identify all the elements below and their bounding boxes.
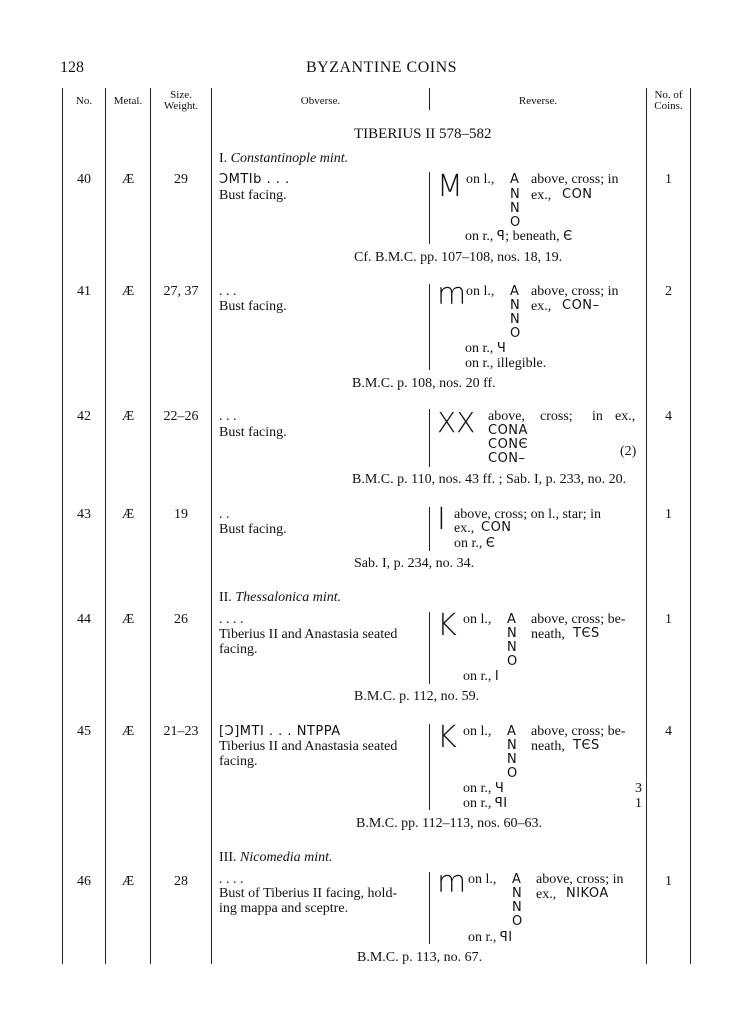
bibliographic-reference: B.M.C. pp. 112–113, nos. 60–63. — [356, 816, 543, 831]
mint-mark: NIKOA — [566, 886, 609, 901]
entry-size: 29 — [174, 172, 188, 187]
reverse-note: on r., Ч — [463, 781, 505, 796]
coin-count: 4 — [665, 409, 672, 424]
coin-count: 1 — [665, 874, 672, 889]
reverse-mark-letter: K — [437, 608, 457, 643]
reverse-bracket — [429, 724, 430, 810]
reverse-text: ex., — [531, 188, 552, 203]
reverse-text: ex., — [531, 299, 552, 314]
reverse-text: in — [592, 409, 603, 424]
reverse-text: above, cross; in — [531, 172, 619, 187]
mint-mark: CON– — [562, 298, 600, 313]
bibliographic-reference: B.M.C. p. 113, no. 67. — [357, 950, 483, 965]
reverse-bracket — [429, 872, 430, 944]
officina-letter: O — [507, 654, 518, 669]
entry-metal: Æ — [121, 172, 135, 187]
page-number: 128 — [60, 59, 84, 76]
header-metal: Metal. — [113, 95, 143, 107]
reverse-text: above, — [488, 409, 525, 424]
reverse-mark-letter: XX — [437, 406, 476, 439]
reverse-bracket — [429, 612, 430, 684]
coin-count: 2 — [665, 284, 672, 299]
header-obverse: Obverse. — [300, 95, 341, 107]
reverse-text: ex., — [454, 521, 475, 536]
rule-no-metal — [105, 88, 106, 964]
officina-letter: N — [512, 900, 523, 915]
reverse-text: above, cross; in — [531, 284, 619, 299]
reverse-bracket — [429, 172, 430, 244]
reverse-text: on l., — [463, 724, 492, 739]
mint-mark: TЄS — [573, 738, 600, 753]
reverse-note: on r., Є — [454, 536, 496, 551]
reverse-bracket — [429, 507, 430, 551]
officina-letter: O — [512, 914, 523, 929]
obverse-legend: . . — [219, 507, 230, 522]
reverse-text: ex., — [536, 887, 557, 902]
obverse-legend: . . . . — [219, 612, 244, 627]
entry-metal: Æ — [121, 724, 135, 739]
officina-letter: A — [512, 872, 522, 887]
entry-number: 46 — [77, 874, 91, 889]
reverse-mark-letter: M — [437, 169, 463, 204]
officina-letter: N — [507, 738, 518, 753]
officina-letter: N — [510, 187, 521, 202]
reverse-text: above, cross; on l., star; in — [454, 507, 601, 522]
reverse-text: on l., — [466, 284, 495, 299]
obverse-type: Bust of Tiberius II facing, hold- — [219, 886, 398, 901]
obverse-legend: [Ɔ]MTI . . . NTPPA — [219, 724, 341, 739]
obverse-legend: . . . — [219, 284, 237, 299]
entry-size: 19 — [174, 507, 188, 522]
rule-size-obverse — [211, 88, 212, 964]
obverse-type: Bust facing. — [219, 299, 287, 314]
reverse-mark-letter: K — [437, 720, 457, 755]
officina-letter: N — [512, 886, 523, 901]
mint-mark: TЄS — [573, 626, 600, 641]
obverse-type: facing. — [219, 642, 258, 657]
obverse-legend: . . . . — [219, 872, 244, 887]
running-title: BYZANTINE COINS — [306, 59, 458, 76]
obverse-type: Bust facing. — [219, 425, 287, 440]
entry-number: 44 — [77, 612, 91, 627]
officina-letter: N — [510, 298, 521, 313]
bibliographic-reference: Cf. B.M.C. pp. 107–108, nos. 18, 19. — [354, 250, 563, 265]
obverse-type: Tiberius II and Anastasia seated — [219, 627, 398, 642]
obverse-type: Tiberius II and Anastasia seated — [219, 739, 398, 754]
reverse-text: ex., — [615, 409, 636, 424]
officina-letter: O — [510, 215, 521, 230]
bibliographic-reference: B.M.C. p. 112, no. 59. — [354, 689, 480, 704]
obverse-type: Bust facing. — [219, 522, 287, 537]
entry-size: 27, 37 — [163, 284, 199, 299]
header-coins: No. of — [654, 89, 683, 101]
entry-size: 21–23 — [163, 724, 199, 739]
entry-number: 40 — [77, 172, 91, 187]
entry-metal: Æ — [121, 612, 135, 627]
officina-letter: N — [507, 752, 518, 767]
reverse-mark-letter: m — [437, 277, 467, 312]
ruler-heading: TIBERIUS II 578–582 — [354, 126, 492, 142]
mint-mark: CON — [481, 520, 512, 535]
reverse-mark-letter: I — [437, 502, 446, 537]
entry-number: 41 — [77, 284, 91, 299]
mint-mark: CON– — [488, 451, 526, 466]
obverse-type: Bust facing. — [219, 188, 287, 203]
reverse-text: on l., — [466, 172, 495, 187]
reverse-note: on r., ꟼI — [468, 930, 513, 945]
officina-letter: A — [510, 172, 520, 187]
rule-reverse-coins — [646, 88, 647, 964]
entry-size: 26 — [174, 612, 188, 627]
obverse-legend: . . . — [219, 409, 237, 424]
officina-letter: O — [510, 326, 521, 341]
entry-number: 43 — [77, 507, 91, 522]
reverse-note: on r., ꟼ; beneath, Є — [465, 229, 573, 244]
mint-mark: CONA — [488, 423, 528, 438]
entry-number: 45 — [77, 724, 91, 739]
officina-letter: N — [510, 201, 521, 216]
reverse-text: above, cross; be- — [531, 724, 626, 739]
variant-count: (2) — [620, 444, 637, 459]
section-heading-constantinople: I. Constantinople mint. — [219, 151, 349, 166]
obverse-legend: ƆMTIb . . . — [219, 172, 290, 187]
header-size: Size. — [170, 89, 192, 101]
section-heading-thessalonica: II. Thessalonica mint. — [219, 590, 342, 605]
reverse-text: above, cross; in — [536, 872, 624, 887]
reverse-text: on l., — [468, 872, 497, 887]
section-heading-nicomedia: III. Nicomedia mint. — [219, 850, 333, 865]
coin-count: 1 — [665, 612, 672, 627]
officina-letter: A — [507, 724, 517, 739]
mint-mark: CON — [562, 187, 593, 202]
reverse-text: cross; — [540, 409, 573, 424]
reverse-note: on r., ꟼI — [463, 796, 508, 811]
bibliographic-reference: Sab. I, p. 234, no. 34. — [354, 556, 475, 571]
entry-size: 28 — [174, 874, 188, 889]
entry-number: 42 — [77, 409, 91, 424]
rule-metal-size — [150, 88, 151, 964]
obverse-type: ing mappa and sceptre. — [219, 901, 349, 916]
entry-size: 22–26 — [163, 409, 199, 424]
reverse-text: neath, — [531, 627, 565, 642]
variant-count: 1 — [635, 796, 642, 811]
reverse-note: on r., illegible. — [465, 356, 547, 371]
officina-letter: N — [507, 626, 518, 641]
reverse-text: above, cross; be- — [531, 612, 626, 627]
officina-letter: N — [507, 640, 518, 655]
reverse-note: on r., Ч — [465, 341, 507, 356]
coin-count: 4 — [665, 724, 672, 739]
officina-letter: N — [510, 312, 521, 327]
obverse-type: facing. — [219, 754, 258, 769]
bibliographic-reference: B.M.C. p. 108, nos. 20 ff. — [352, 376, 496, 391]
reverse-note: on r., I — [463, 669, 500, 684]
reverse-text: neath, — [531, 739, 565, 754]
header-weight: Weight. — [163, 100, 199, 112]
variant-count: 3 — [635, 781, 642, 796]
entry-metal: Æ — [121, 507, 135, 522]
reverse-bracket — [429, 284, 430, 370]
header-no: No. — [75, 95, 93, 107]
entry-metal: Æ — [121, 284, 135, 299]
rule-left — [62, 88, 63, 964]
officina-letter: A — [510, 284, 520, 299]
officina-letter: A — [507, 612, 517, 627]
coin-count: 1 — [665, 172, 672, 187]
header-coins-2: Coins. — [654, 100, 683, 112]
rule-right — [690, 88, 691, 964]
reverse-bracket — [429, 409, 430, 467]
mint-mark: CONЄ — [488, 437, 529, 452]
officina-letter: O — [507, 766, 518, 781]
coin-count: 1 — [665, 507, 672, 522]
entry-metal: Æ — [121, 874, 135, 889]
bibliographic-reference: B.M.C. p. 110, nos. 43 ff. ; Sab. I, p. 233, no. 20. — [352, 472, 627, 487]
reverse-mark-letter: m — [437, 865, 467, 900]
header-reverse: Reverse. — [518, 95, 558, 107]
reverse-text: on l., — [463, 612, 492, 627]
entry-metal: Æ — [121, 409, 135, 424]
